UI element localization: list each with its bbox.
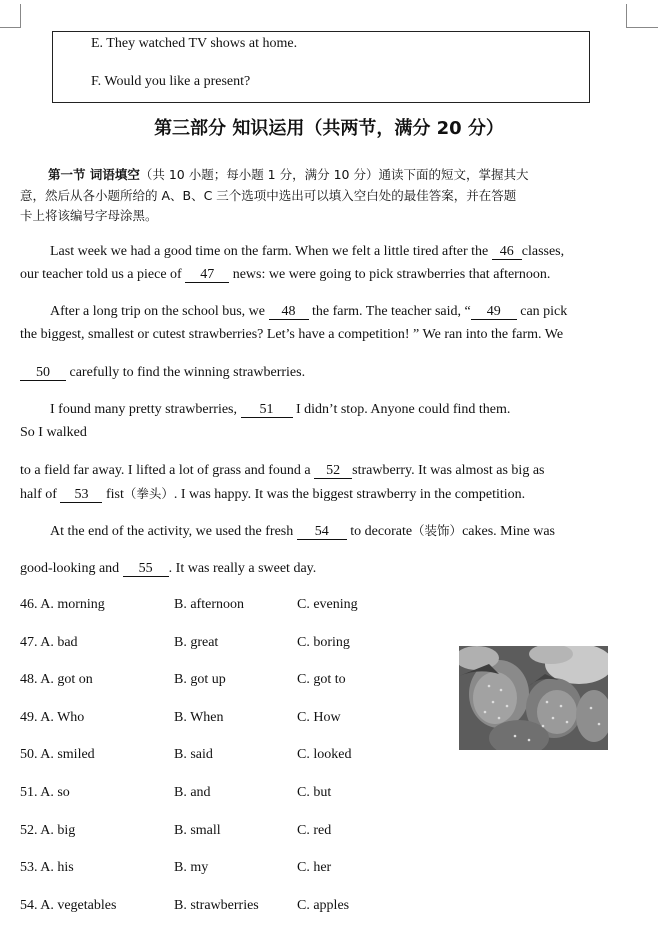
question-51-option-c: C. but	[297, 785, 332, 800]
crop-mark-right-h	[626, 27, 658, 28]
crop-mark-left-v	[20, 4, 21, 28]
passage-line: the biggest, smallest or cutest strawberries? Let’s have a competition! ” We ran into the farm. We	[20, 327, 564, 342]
instruction-line-3: 卡上将该编号字母涂黑。	[20, 208, 158, 223]
text: I didn’t stop. Anyone could find them.	[296, 402, 511, 417]
text: news: we were going to pick strawberries that afternoon.	[232, 267, 551, 282]
question-53-option-b: B. my	[174, 860, 209, 875]
blank-55: 55	[123, 562, 169, 577]
strawberry-photo	[459, 646, 608, 750]
question-47-option-c: C. boring	[297, 635, 350, 650]
question-54-option-b: B. strawberries	[174, 898, 259, 913]
question-46-option-a: 46. A. morning	[20, 597, 105, 612]
question-52-option-a: 52. A. big	[20, 823, 76, 838]
passage-line	[20, 364, 305, 382]
passage-line	[20, 266, 550, 284]
question-49-option-b: B. When	[174, 710, 224, 725]
passage-line	[50, 522, 555, 541]
blank-50: 50	[20, 366, 66, 381]
question-48-option-b: B. got up	[174, 672, 226, 687]
question-54-option-a: 54. A. vegetables	[20, 898, 117, 913]
passage-line	[20, 485, 525, 504]
instruction-heading: 第一节 词语填空	[48, 167, 140, 182]
strawberry-illustration-icon	[459, 646, 608, 750]
blank-51: 51	[241, 403, 293, 418]
blank-54: 54	[297, 525, 347, 540]
crop-mark-left-h	[0, 27, 20, 28]
text: （拳头）	[123, 486, 174, 501]
blank-53: 53	[60, 488, 102, 503]
question-48-option-a: 48. A. got on	[20, 672, 93, 687]
question-52-option-b: B. small	[174, 823, 221, 838]
question-50-option-c: C. looked	[297, 747, 352, 762]
question-50-option-b: B. said	[174, 747, 213, 762]
text: to decorate	[350, 524, 413, 539]
passage-line: So I walked	[20, 425, 87, 440]
text: half of	[20, 487, 57, 502]
question-53-option-a: 53. A. his	[20, 860, 74, 875]
options-box	[52, 31, 590, 103]
instruction-text-1: （共 10 小题；每小题 1 分，满分 10 分）通读下面的短文，掌握其大	[139, 167, 529, 182]
instruction-line-2: 意，然后从各小题所给的 A、B、C 三个选项中选出可以填入空白处的最佳答案，并在答题	[20, 188, 517, 203]
question-48-option-c: C. got to	[297, 672, 346, 687]
text: I found many pretty strawberries,	[50, 402, 237, 417]
text: cakes. Mine was	[462, 524, 555, 539]
text: Last week we had a good time on the farm. When we felt a little tired after the	[50, 244, 489, 259]
text: to a field far away. I lifted a lot of grass and found a	[20, 463, 311, 478]
section-title: 第三部分 知识运用（共两节，满分 20 分）	[154, 118, 504, 139]
text: strawberry. It was almost as big as	[352, 463, 545, 478]
text: . I was happy. It was the biggest strawberry in the competition.	[173, 487, 526, 502]
question-47-option-a: 47. A. bad	[20, 635, 78, 650]
question-49-option-a: 49. A. Who	[20, 710, 85, 725]
blank-46: 46	[492, 245, 522, 260]
passage-line	[20, 462, 544, 480]
text: . It was really a sweet day.	[168, 561, 317, 576]
text: the farm. The teacher said, “	[312, 304, 471, 319]
option-e: E. They watched TV shows at home.	[91, 36, 298, 51]
passage-line	[50, 303, 567, 321]
text: can pick	[520, 304, 568, 319]
question-50-option-a: 50. A. smiled	[20, 747, 95, 762]
question-52-option-c: C. red	[297, 823, 332, 838]
crop-mark-right-v	[626, 4, 627, 28]
text: our teacher told us a piece of	[20, 267, 182, 282]
instruction-line-1	[48, 166, 528, 184]
question-54-option-c: C. apples	[297, 898, 350, 913]
text: carefully to find the winning strawberries.	[69, 365, 306, 380]
blank-48: 48	[269, 305, 309, 320]
text: （装饰）	[412, 523, 463, 538]
passage-line	[50, 243, 564, 261]
passage-line	[50, 401, 510, 419]
text: good-looking and	[20, 561, 120, 576]
question-46-option-b: B. afternoon	[174, 597, 244, 612]
question-51-option-a: 51. A. so	[20, 785, 70, 800]
question-47-option-b: B. great	[174, 635, 219, 650]
text: At the end of the activity, we used the fresh	[50, 524, 294, 539]
text: After a long trip on the school bus, we	[50, 304, 266, 319]
option-f: F. Would you like a present?	[91, 74, 251, 89]
passage-line	[20, 560, 316, 578]
text: classes,	[521, 244, 565, 259]
blank-52: 52	[314, 464, 352, 479]
blank-49: 49	[471, 305, 517, 320]
question-51-option-b: B. and	[174, 785, 211, 800]
text: fist	[105, 487, 124, 502]
blank-47: 47	[185, 268, 229, 283]
question-49-option-c: C. How	[297, 710, 341, 725]
question-46-option-c: C. evening	[297, 597, 358, 612]
question-53-option-c: C. her	[297, 860, 332, 875]
